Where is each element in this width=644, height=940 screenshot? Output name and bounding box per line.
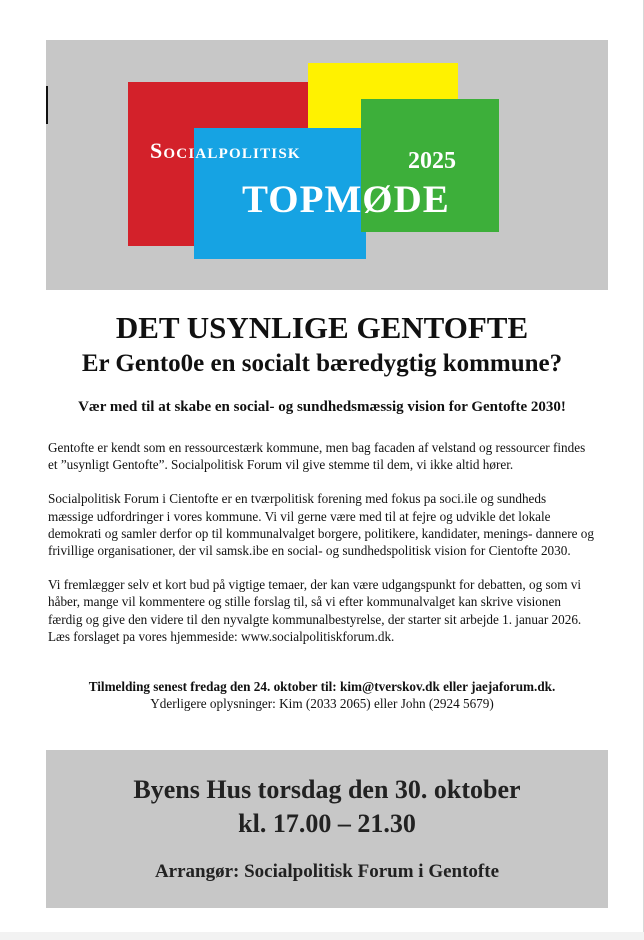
event-venue-date: Byens Hus torsdag den 30. oktober <box>133 775 521 804</box>
contact-info: Yderligere oplysninger: Kim (2033 2065) eller John (2924 5679) <box>150 696 494 711</box>
logo-socialpolitisk-text: Socialpolitisk <box>150 138 301 163</box>
tagline: Vær med til at skabe en social- og sundhedsmæssig vision for Gentofte 2030! <box>78 399 566 415</box>
event-box <box>46 750 608 908</box>
signup-info <box>0 678 644 712</box>
page-bottom-edge <box>0 932 644 940</box>
scan-mark <box>46 86 48 124</box>
body-text <box>48 439 594 662</box>
page-subtitle: Er Gento0e en socialt bæredygtig kommune? <box>81 350 563 377</box>
logo-year-text: 2025 <box>408 148 456 174</box>
body-paragraph-forum: Socialpolitisk Forum i Cientofte er en tværpolitisk forening med fokus pa soci.ile og sundheds mæssige udfordringer i vores kommune. Vi vil gerne være med til at fejre og udvikle det lokale demokrati og samler derfor op til kommunalvalget borgere, politikere, kandidater, menings- dannere og frivillige organisationer, der vil samsk.ibe en social- og sundhedspolitisk vision for Cientofte 2030. <box>48 491 594 559</box>
body-paragraph-proposal: Vi fremlægger selv et kort bud på vigtige temaer, der kan være udgangspunkt for debatten, og som vi håber, mange vil kommentere og stille forslag til, så vi efter kommunalvalget kan skrive visionen færdig og give den videre til den nyvalgte kommunalbestyrelse, der starter sit arbejde 1. januar 2026. Læs forslaget pa vores hjemmeside: www.socialpolitiskforum.dk. <box>48 577 582 644</box>
event-organizer: Arrangør: Socialpolitisk Forum i Gentofte <box>154 861 500 882</box>
signup-deadline: Tilmelding senest fredag den 24. oktober til: kim@tverskov.dk eller jaejaforum.dk. <box>88 679 556 694</box>
body-paragraph-intro: Gentofte er kendt som en ressourcestærk kommune, men bag facaden af velstand og ressourcer findes et ”usynligt Gentofte”. Socialpolitisk Forum vil give stemme til dem, vi ikke altid hører. <box>48 440 586 473</box>
logo-topmode-text: TOPMØDE <box>242 178 450 221</box>
logo-banner <box>46 40 608 290</box>
event-time: kl. 17.00 – 21.30 <box>238 809 416 838</box>
page-title: DET USYNLIGE GENTOFTE <box>115 310 529 345</box>
